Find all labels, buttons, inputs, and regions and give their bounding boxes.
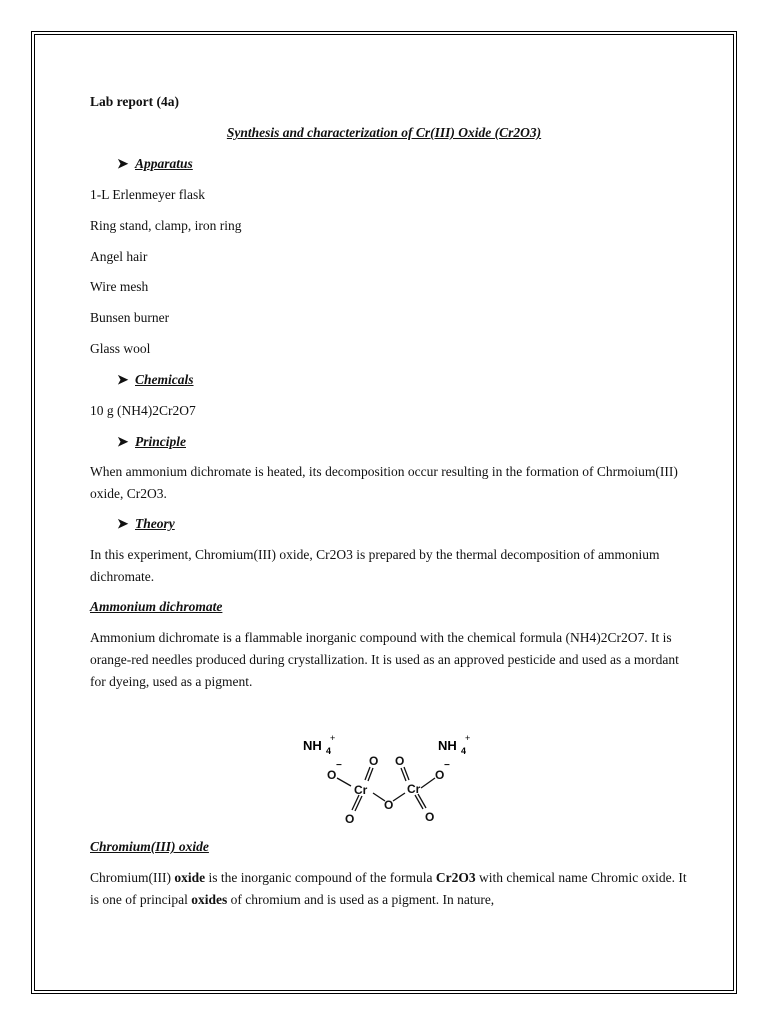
theory-text: In this experiment, Chromium(III) oxide, Cr2O3 is prepared by the thermal decomposition of ammonium dichromate.	[90, 547, 660, 584]
arrow-bullet-icon: ➤	[117, 372, 129, 387]
principle-text: When ammonium dichromate is heated, its decomposition occur resulting in the formation of Chrmoium(III) oxide, Cr2O3.	[90, 464, 678, 501]
report-title: Synthesis and characterization of Cr(III) Oxide (Cr2O3)	[226, 125, 542, 140]
text-run: Chromium(III)	[90, 870, 175, 885]
chemicals-heading-text: Chemicals	[135, 372, 194, 387]
arrow-bullet-icon: ➤	[117, 434, 129, 449]
principle-heading	[117, 434, 186, 450]
bold-term: Cr2O3	[435, 870, 476, 885]
svg-text:+: +	[465, 733, 471, 743]
chromium-oxide-text	[90, 867, 690, 911]
apparatus-item: 1-L Erlenmeyer flask	[90, 187, 205, 202]
svg-text:+: +	[330, 733, 336, 743]
svg-text:O: O	[384, 798, 394, 812]
principle-heading-text: Principle	[135, 434, 186, 449]
theory-heading-text: Theory	[135, 516, 175, 531]
apparatus-item: Wire mesh	[90, 279, 149, 294]
apparatus-item: Glass wool	[90, 341, 151, 356]
arrow-bullet-icon: ➤	[117, 156, 129, 171]
ammonium-dichromate-structure	[295, 728, 495, 828]
arrow-bullet-icon: ➤	[117, 516, 129, 531]
svg-text:O: O	[327, 768, 337, 782]
svg-text:−: −	[336, 760, 342, 771]
svg-text:4: 4	[461, 746, 467, 756]
svg-text:Cr: Cr	[354, 783, 368, 797]
svg-text:NH: NH	[303, 738, 322, 753]
svg-text:4: 4	[326, 746, 332, 756]
svg-text:O: O	[345, 812, 355, 826]
svg-text:−: −	[444, 760, 450, 771]
bold-term: oxide	[174, 870, 206, 885]
text-run: is the inorganic compound of the formula	[205, 870, 436, 885]
chemicals-item: 10 g (NH4)2Cr2O7	[90, 403, 196, 418]
svg-text:O: O	[369, 754, 379, 768]
svg-text:O: O	[435, 768, 445, 782]
text-run: of chromium and is used as a pigment. In nature,	[227, 892, 495, 907]
chemicals-heading	[117, 372, 194, 388]
svg-text:Cr: Cr	[407, 782, 421, 796]
svg-text:O: O	[395, 754, 405, 768]
apparatus-item: Ring stand, clamp, iron ring	[90, 218, 242, 233]
apparatus-item: Bunsen burner	[90, 310, 170, 325]
nh4-left	[303, 733, 335, 756]
text-run: with chemical name Chromic oxide. It is one of principal	[90, 870, 687, 907]
nh4-right	[438, 733, 470, 756]
apparatus-heading-text: Apparatus	[135, 156, 193, 171]
chromium-oxide-heading: Chromium(III) oxide	[90, 839, 209, 854]
svg-text:O: O	[425, 810, 435, 824]
bold-term: oxides	[191, 892, 228, 907]
theory-heading	[117, 516, 175, 532]
ammonium-dichromate-heading: Ammonium dichromate	[90, 599, 223, 614]
report-label: Lab report (4a)	[90, 94, 179, 109]
apparatus-heading	[117, 156, 193, 172]
apparatus-item: Angel hair	[90, 249, 148, 264]
structure-atoms	[327, 754, 450, 826]
ammonium-dichromate-text: Ammonium dichromate is a flammable inorganic compound with the chemical formula (NH4)2Cr2O7. It is orange-red needles produced during crystallization. It is used as an approved pesticide and used as a mordant for dyeing, used as a pigment.	[90, 630, 679, 689]
svg-text:NH: NH	[438, 738, 457, 753]
